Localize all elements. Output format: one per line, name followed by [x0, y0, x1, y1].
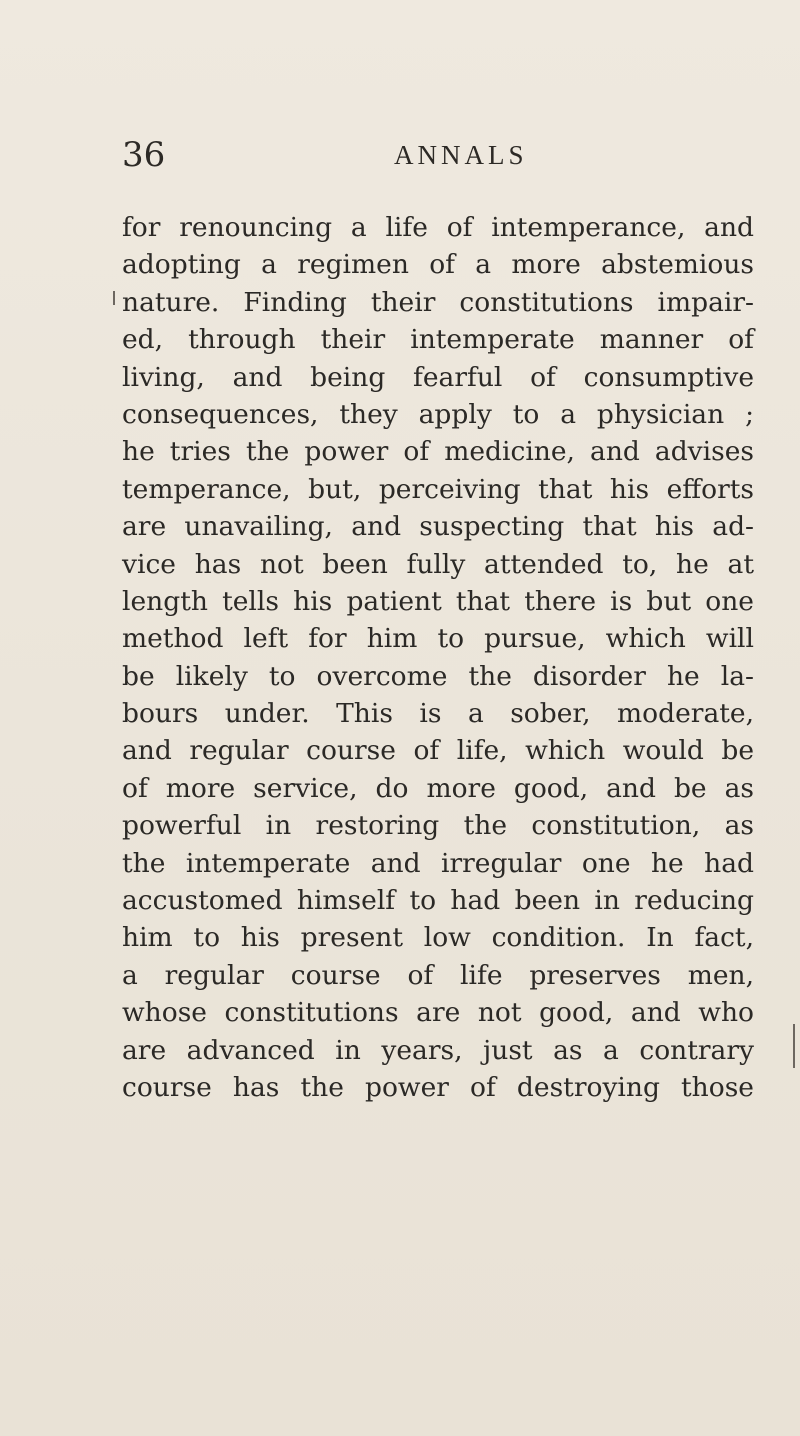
text-line: whose constitutions are not good, and who [122, 997, 754, 1029]
text-line: he tries the power of medicine, and advises [122, 436, 754, 468]
body-text [122, 209, 754, 1106]
margin-mark [793, 1024, 795, 1068]
text-line: vice has not been fully attended to, he at [122, 548, 754, 580]
text-line: length tells his patient that there is but one [122, 585, 754, 617]
text-line: temperance, but, perceiving that his efforts [122, 473, 754, 505]
text-line: and regular course of life, which would be [122, 735, 754, 767]
text-line: be likely to overcome the disorder he la- [122, 660, 754, 692]
text-line: for renouncing a life of intemperance, and [122, 212, 754, 243]
text-line: nature. Finding their constitutions impair- [122, 286, 754, 318]
margin-mark [113, 291, 115, 305]
text-line: accustomed himself to had been in reducing [122, 885, 754, 917]
text-line: living, and being fearful of consumptive [122, 361, 754, 393]
text-line: him to his present low condition. In fact, [122, 922, 754, 954]
text-line: the intemperate and irregular one he had [122, 847, 754, 879]
text-line: are advanced in years, just as a contrary [122, 1034, 754, 1066]
text-line: method left for him to pursue, which will [122, 623, 754, 655]
running-head [122, 130, 722, 180]
text-line: adopting a regimen of a more abstemious [122, 249, 754, 281]
text-line: course has the power of destroying those [122, 1071, 754, 1103]
text-line: a regular course of life preserves men, [122, 959, 754, 991]
text-line: powerful in restoring the constitution, as [122, 810, 754, 842]
text-line: ed, through their intemperate manner of [122, 324, 754, 356]
page-number: 36 [122, 135, 166, 175]
running-title: ANNALS [394, 140, 528, 170]
text-line: consequences, they apply to a physician ; [122, 398, 754, 430]
text-line: are unavailing, and suspecting that his ad- [122, 511, 754, 543]
text-line: bours under. This is a sober, moderate, [122, 698, 754, 730]
text-line: of more service, do more good, and be as [122, 772, 754, 804]
